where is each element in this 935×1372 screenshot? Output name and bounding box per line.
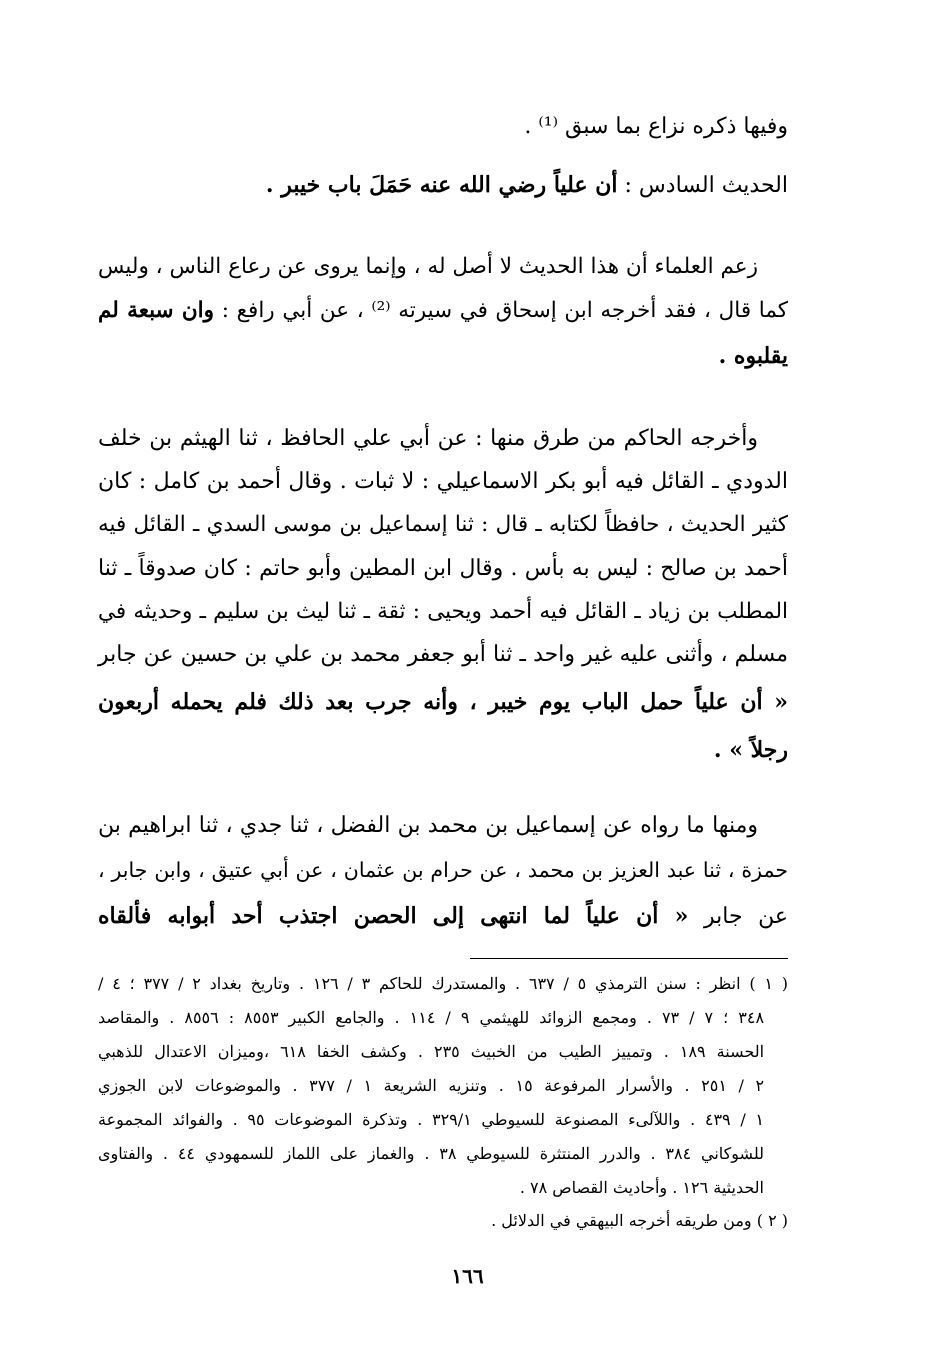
body-line (98, 641, 788, 669)
footnote-line (98, 1075, 764, 1097)
footnote-text: الحديثية ١٢٦ . وأحاديث القصاص ٧٨ . (519, 1178, 764, 1197)
body-text: المطلب بن زياد ـ القائل فيه أحمد ويحيى : ثقة ـ ثنا ليث بن سليم ـ وحديثه في (98, 599, 788, 624)
quoted-text: « أن علياً لما انتهى إلى الحصن اجتذب أحد أبوابه فألقاه (98, 903, 689, 929)
body-text: ومنها ما رواه عن إسماعيل بن محمد بن الفضل ، ثنا جدي ، ثنا ابراهيم بن (98, 813, 758, 838)
body-text: كما قال ، فقد أخرجه ابن إسحاق في سيرته ⁽²⁾ ، عن أبي رافع : (214, 298, 788, 323)
quoted-text: وان سبعة لم (98, 298, 215, 323)
body-line (620, 736, 788, 765)
body-text: مسلم ، وأثنى عليه غير واحد ـ ثنا أبو جعفر محمد بن علي بن حسين عن جابر (98, 642, 788, 667)
footnote-separator (470, 958, 788, 959)
body-text: وأخرجه الحاكم من طرق منها : عن أبي علي الحافظ ، ثنا الهيثم بن خلف (98, 426, 758, 451)
hadith-text: أن علياً رضي الله عنه حَمَلَ باب خيبر . (265, 172, 618, 198)
body-line (98, 688, 788, 717)
body-text: الدودي ـ القائل فيه أبو بكر الاسماعيلي : لا ثبات . وقال أحمد بن كامل : كان (98, 469, 788, 494)
hadith-heading (200, 171, 788, 200)
body-line (98, 812, 758, 840)
footnote-line (98, 1143, 764, 1165)
body-text: عن جابر (688, 904, 788, 929)
body-line (600, 342, 788, 371)
footnote-text: ٢ / ٢٥١ . والأسرار المرفوعة ١٥ . وتنزيه الشريعة ١ / ٣٧٧ . والموضوعات لابن الجوزي (98, 1076, 765, 1095)
body-line (98, 297, 788, 325)
body-text: كثير الحديث ، حافظاً لكتابه ـ قال : ثنا إسماعيل بن موسى السدي ـ القائل فيه (98, 512, 788, 537)
body-line (98, 856, 788, 884)
body-line (300, 113, 788, 141)
quoted-text: « أن علياً حمل الباب يوم خيبر ، وأنه جرب بعد ذلك فلم يحمله أربعون (98, 689, 788, 715)
body-text: زعم العلماء أن هذا الحديث لا أصل له ، وإنما يروى عن رعاع الناس ، وليس (98, 254, 758, 279)
body-line (98, 598, 788, 626)
footnote-text: للشوكاني ٣٨٤ . والدرر المنتثرة للسيوطي ٣٨ . والغماز على اللماز للسمهودي ٤٤ . والفتاوى (98, 1144, 764, 1163)
footnote-line (420, 1210, 788, 1232)
footnote-line (460, 1177, 764, 1199)
footnote-text: ( ١ ) انظر : سنن الترمذي ٥ / ٦٣٧ . والمستدرك للحاكم ٣ / ١٢٦ . وتاريخ بغداد ٢ / ٣٧٧ ؛ ٤ / (98, 974, 789, 993)
quoted-text: رجلاً » . (713, 737, 788, 763)
footnote-text: الحسنة ١٨٩ . وتمييز الطيب من الخبيث ٢٣٥ . وكشف الخفا ٦١٨ ،وميزان الاعتدال للذهبي (98, 1042, 765, 1061)
footnote-text: ١ / ٤٣٩ . واللآلىء المصنوعة للسيوطي ٣٢٩/١ . وتذكرة الموضوعات ٩٥ . والفوائد المجموعة (98, 1110, 764, 1129)
body-text: أحمد بن صالح : ليس به بأس . وقال ابن المطين وأبو حاتم : كان صدوقاً ـ ثنا (98, 556, 788, 581)
body-line (98, 468, 788, 496)
body-text: حمزة ، ثنا عبد العزيز بن محمد ، عن حرام بن عثمان ، عن أبي عتيق ، وابن جابر ، (98, 858, 788, 882)
footnote-line (98, 1109, 764, 1131)
page-number: ١٦٦ (451, 1264, 484, 1288)
body-line (98, 253, 758, 281)
body-line (98, 902, 788, 931)
body-line (98, 511, 788, 539)
footnote-line (98, 1007, 764, 1029)
footnote-line (98, 1041, 764, 1063)
body-line (98, 555, 788, 583)
hadith-label: الحديث السادس : (617, 173, 788, 198)
footnote-line (98, 973, 788, 995)
quoted-text: يقلبوه . (718, 343, 788, 369)
footnote-text: ٣٤٨ ؛ ٧ / ٧٣ . ومجمع الزوائد للهيثمي ٩ / ١١٤ . والجامع الكبير ٨٥٥٣ : ٨٥٥٦ . والمقاصد (98, 1008, 765, 1027)
footnote-text: ( ٢ ) ومن طريقه أخرجه البيهقي في الدلائل . (491, 1211, 788, 1230)
body-text: وفيها ذكره نزاع بما سبق ⁽¹⁾ . (524, 114, 788, 139)
body-line (98, 425, 758, 453)
